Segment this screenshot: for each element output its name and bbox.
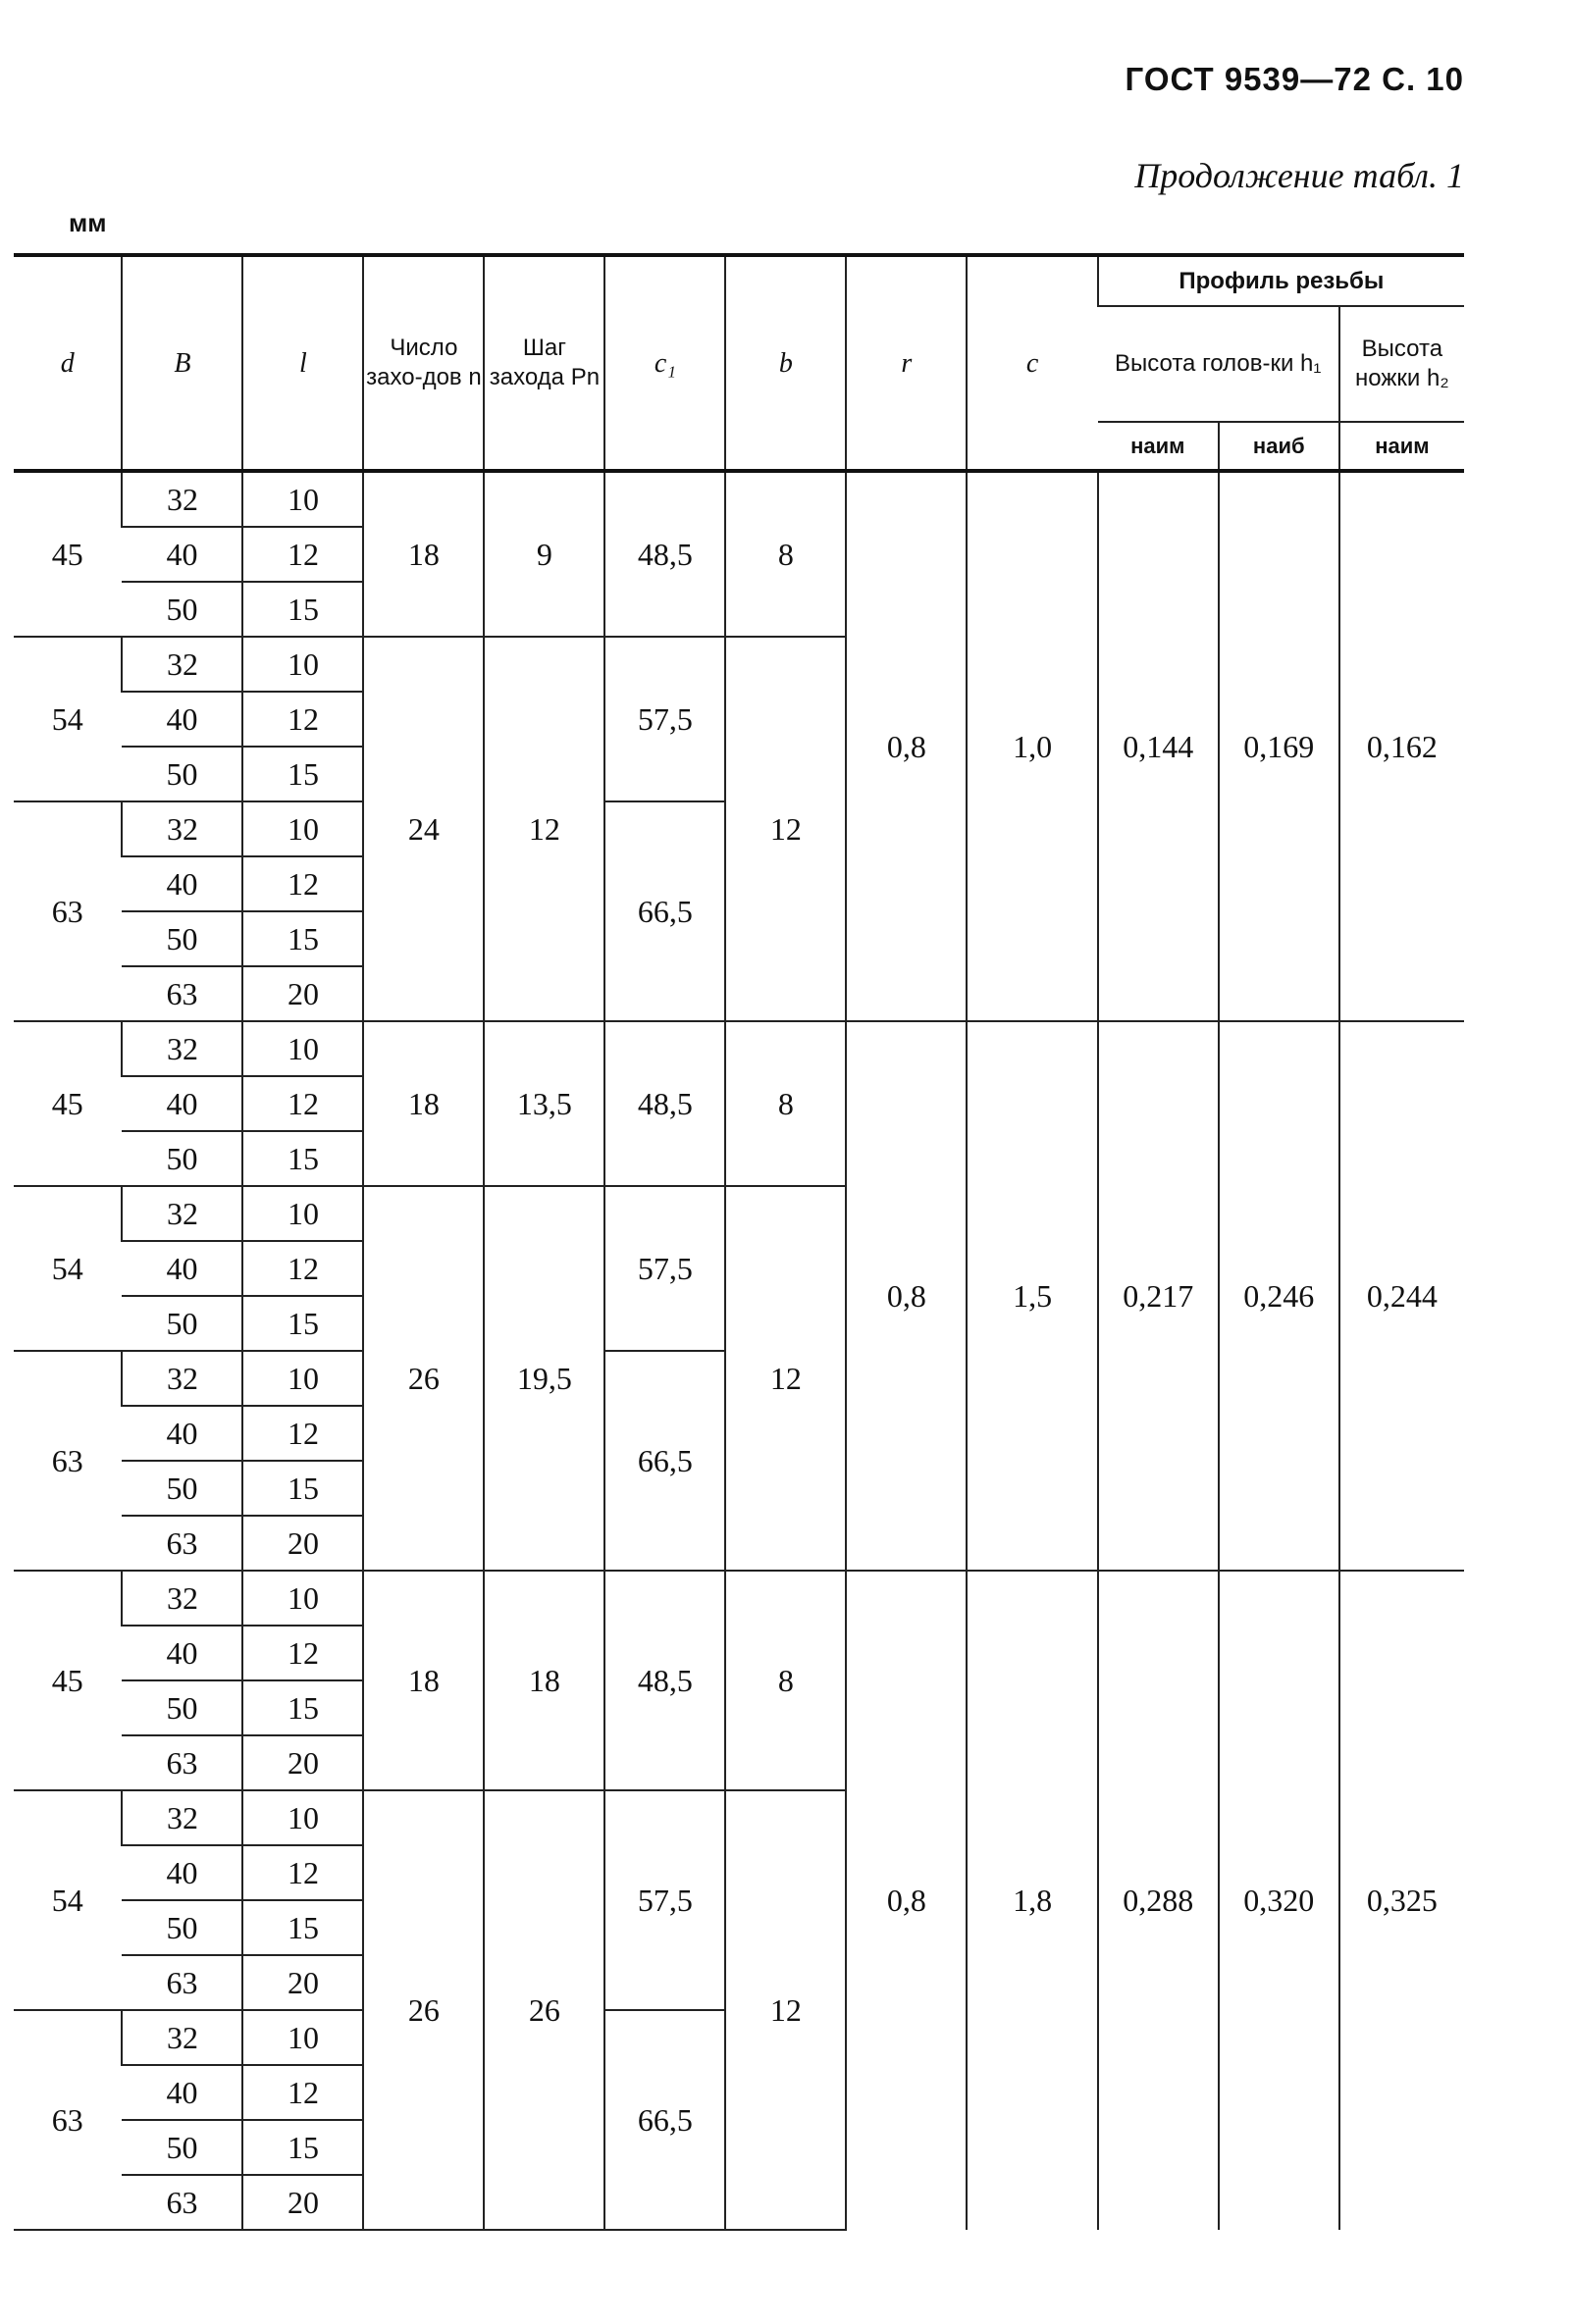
cell-d: 54 xyxy=(14,1790,122,2010)
cell-B: 32 xyxy=(122,1021,242,1076)
cell-n: 26 xyxy=(363,1790,484,2230)
page-header: ГОСТ 9539—72 С. 10 xyxy=(1125,61,1464,97)
cell-B: 63 xyxy=(122,1735,242,1790)
cell-B: 63 xyxy=(122,2175,242,2230)
cell-l: 12 xyxy=(242,1845,363,1900)
col-d-header: d xyxy=(14,255,122,471)
cell-l: 10 xyxy=(242,471,363,527)
cell-d: 54 xyxy=(14,1186,122,1351)
cell-l: 12 xyxy=(242,1406,363,1461)
cell-pn: 19,5 xyxy=(484,1186,604,1571)
cell-B: 40 xyxy=(122,1076,242,1131)
cell-d: 63 xyxy=(14,801,122,1021)
col-c1-header: c₁ xyxy=(604,255,725,471)
cell-l: 12 xyxy=(242,692,363,747)
head-height-header: Высота голов-ки h₁ xyxy=(1098,306,1339,422)
table-row xyxy=(14,1571,1464,1626)
cell-l: 10 xyxy=(242,1021,363,1076)
cell-B: 32 xyxy=(122,471,242,527)
h2-min-header: наим xyxy=(1339,422,1464,471)
cell-d: 45 xyxy=(14,471,122,637)
cell-B: 63 xyxy=(122,966,242,1021)
cell-l: 10 xyxy=(242,1186,363,1241)
cell-B: 50 xyxy=(122,2120,242,2175)
cell-B: 32 xyxy=(122,2010,242,2065)
cell-l: 15 xyxy=(242,1680,363,1735)
cell-B: 40 xyxy=(122,1241,242,1296)
cell-pn: 26 xyxy=(484,1790,604,2230)
cell-b: 8 xyxy=(725,1021,846,1186)
cell-c1: 48,5 xyxy=(604,1571,725,1790)
cell-n: 18 xyxy=(363,1021,484,1186)
cell-l: 20 xyxy=(242,2175,363,2230)
cell-c1: 57,5 xyxy=(604,1790,725,2010)
cell-l: 15 xyxy=(242,911,363,966)
col-l-header: l xyxy=(242,255,363,471)
cell-B: 50 xyxy=(122,1680,242,1735)
cell-l: 10 xyxy=(242,1351,363,1406)
cell-l: 10 xyxy=(242,1790,363,1845)
cell-pn: 18 xyxy=(484,1571,604,1790)
cell-l: 15 xyxy=(242,582,363,637)
thread-spec-table xyxy=(14,253,1464,2231)
cell-c1: 66,5 xyxy=(604,1351,725,1571)
cell-l: 12 xyxy=(242,1241,363,1296)
col-b-header: b xyxy=(725,255,846,471)
cell-B: 50 xyxy=(122,1296,242,1351)
col-n-header: Число захо-дов n xyxy=(363,255,484,471)
cell-r: 0,8 xyxy=(846,1571,967,2230)
cell-B: 40 xyxy=(122,1626,242,1680)
cell-n: 18 xyxy=(363,1571,484,1790)
cell-B: 63 xyxy=(122,1516,242,1571)
cell-b: 12 xyxy=(725,1186,846,1571)
cell-d: 45 xyxy=(14,1571,122,1790)
cell-B: 50 xyxy=(122,747,242,801)
table-continuation-caption: Продолжение табл. 1 xyxy=(1134,156,1464,195)
cell-d: 63 xyxy=(14,1351,122,1571)
cell-b: 12 xyxy=(725,637,846,1021)
cell-b: 8 xyxy=(725,471,846,637)
cell-B: 40 xyxy=(122,1845,242,1900)
cell-pn: 12 xyxy=(484,637,604,1021)
cell-c1: 48,5 xyxy=(604,1021,725,1186)
cell-r: 0,8 xyxy=(846,1021,967,1571)
cell-l: 15 xyxy=(242,1900,363,1955)
units-label: мм xyxy=(69,208,107,237)
cell-B: 32 xyxy=(122,1351,242,1406)
cell-n: 18 xyxy=(363,471,484,637)
cell-n: 24 xyxy=(363,637,484,1021)
cell-h1-max: 0,169 xyxy=(1219,471,1339,1021)
cell-l: 12 xyxy=(242,1626,363,1680)
table-row xyxy=(14,1021,1464,1076)
cell-l: 20 xyxy=(242,966,363,1021)
cell-c: 1,8 xyxy=(967,1571,1097,2230)
cell-c1: 66,5 xyxy=(604,801,725,1021)
cell-B: 63 xyxy=(122,1955,242,2010)
cell-B: 40 xyxy=(122,2065,242,2120)
col-c-header: c xyxy=(967,255,1097,471)
cell-B: 40 xyxy=(122,692,242,747)
cell-B: 50 xyxy=(122,1461,242,1516)
cell-B: 40 xyxy=(122,1406,242,1461)
cell-B: 50 xyxy=(122,1900,242,1955)
cell-b: 12 xyxy=(725,1790,846,2230)
cell-l: 12 xyxy=(242,527,363,582)
cell-B: 32 xyxy=(122,637,242,692)
cell-d: 54 xyxy=(14,637,122,801)
h1-min-header: наим xyxy=(1098,422,1219,471)
cell-B: 32 xyxy=(122,801,242,856)
cell-n: 26 xyxy=(363,1186,484,1571)
cell-l: 10 xyxy=(242,1571,363,1626)
foot-height-header: Высота ножки h₂ xyxy=(1339,306,1464,422)
cell-c1: 66,5 xyxy=(604,2010,725,2230)
cell-r: 0,8 xyxy=(846,471,967,1021)
cell-c1: 48,5 xyxy=(604,471,725,637)
cell-c1: 57,5 xyxy=(604,1186,725,1351)
cell-d: 45 xyxy=(14,1021,122,1186)
cell-l: 12 xyxy=(242,856,363,911)
cell-B: 50 xyxy=(122,911,242,966)
cell-l: 10 xyxy=(242,2010,363,2065)
col-pn-header: Шаг захода Pn xyxy=(484,255,604,471)
thread-profile-header: Профиль резьбы xyxy=(1098,255,1464,306)
cell-B: 32 xyxy=(122,1186,242,1241)
cell-pn: 9 xyxy=(484,471,604,637)
col-B-header: B xyxy=(122,255,242,471)
cell-h1-min: 0,288 xyxy=(1098,1571,1219,2230)
col-r-header: r xyxy=(846,255,967,471)
cell-c: 1,0 xyxy=(967,471,1097,1021)
cell-l: 15 xyxy=(242,1296,363,1351)
cell-l: 15 xyxy=(242,1131,363,1186)
cell-h2-min: 0,325 xyxy=(1339,1571,1464,2230)
table-row xyxy=(14,471,1464,527)
cell-B: 40 xyxy=(122,527,242,582)
cell-B: 32 xyxy=(122,1571,242,1626)
cell-h2-min: 0,244 xyxy=(1339,1021,1464,1571)
cell-B: 32 xyxy=(122,1790,242,1845)
table-body xyxy=(14,471,1464,2230)
cell-c: 1,5 xyxy=(967,1021,1097,1571)
h1-max-header: наиб xyxy=(1219,422,1339,471)
cell-l: 10 xyxy=(242,637,363,692)
cell-l: 15 xyxy=(242,2120,363,2175)
cell-l: 12 xyxy=(242,2065,363,2120)
cell-l: 15 xyxy=(242,747,363,801)
cell-b: 8 xyxy=(725,1571,846,1790)
cell-h1-min: 0,217 xyxy=(1098,1021,1219,1571)
cell-B: 50 xyxy=(122,1131,242,1186)
cell-l: 20 xyxy=(242,1955,363,2010)
cell-l: 12 xyxy=(242,1076,363,1131)
cell-l: 20 xyxy=(242,1516,363,1571)
cell-l: 20 xyxy=(242,1735,363,1790)
cell-h2-min: 0,162 xyxy=(1339,471,1464,1021)
cell-c1: 57,5 xyxy=(604,637,725,801)
cell-pn: 13,5 xyxy=(484,1021,604,1186)
cell-l: 15 xyxy=(242,1461,363,1516)
cell-h1-max: 0,320 xyxy=(1219,1571,1339,2230)
cell-h1-max: 0,246 xyxy=(1219,1021,1339,1571)
cell-l: 10 xyxy=(242,801,363,856)
cell-B: 40 xyxy=(122,856,242,911)
cell-h1-min: 0,144 xyxy=(1098,471,1219,1021)
cell-d: 63 xyxy=(14,2010,122,2230)
cell-B: 50 xyxy=(122,582,242,637)
